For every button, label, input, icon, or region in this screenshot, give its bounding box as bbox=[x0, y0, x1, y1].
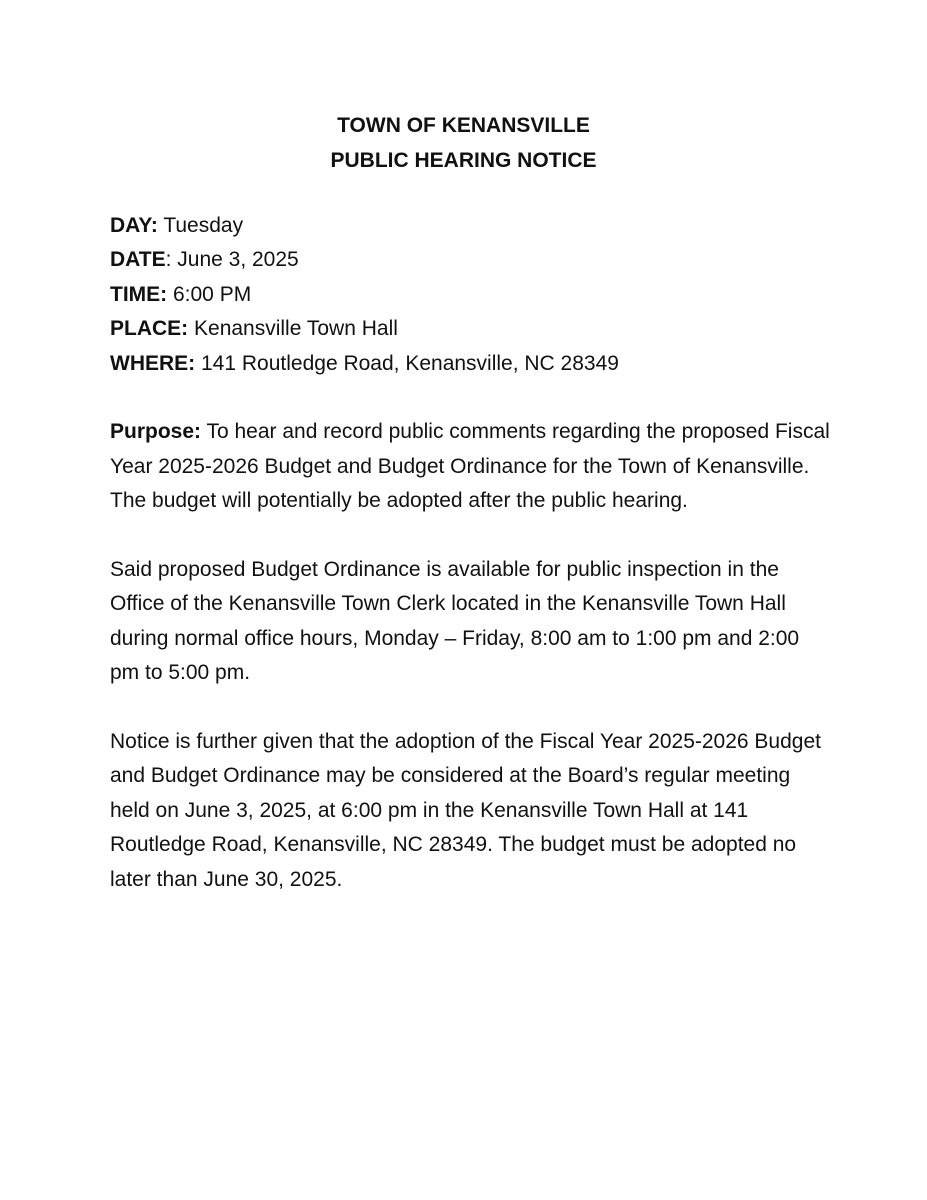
notice-body bbox=[110, 209, 830, 897]
detail-place bbox=[110, 312, 830, 346]
purpose-text: To hear and record public comments regarding the proposed Fiscal Year 2025-2026 Budget and Budget Ordinance for the Town of Kenansville. The budget will potentially be adopted after the public hearing. bbox=[110, 420, 830, 513]
notice-title bbox=[0, 109, 927, 178]
detail-date bbox=[110, 243, 830, 277]
detail-place-value: Kenansville Town Hall bbox=[188, 317, 398, 341]
detail-time-value: 6:00 PM bbox=[167, 282, 252, 306]
detail-where-label: WHERE: bbox=[110, 351, 196, 375]
purpose-label: Purpose: bbox=[110, 420, 202, 444]
detail-day-label: DAY: bbox=[110, 214, 158, 237]
detail-date-value: : June 3, 2025 bbox=[165, 248, 299, 272]
detail-day bbox=[110, 209, 830, 243]
adoption-notice-paragraph: Notice is further given that the adoption of the Fiscal Year 2025-2026 Budget and Budget Ordinance may be considered at the Board’s regular meeting held on June 3, 2025, at 6:00 pm in the Kenansville Town Hall at 141 Routledge Road, Kenansville, NC 28349. The budget must be adopted no later than June 30, 2025. bbox=[110, 730, 821, 891]
detail-where bbox=[110, 347, 830, 381]
detail-place-label: PLACE: bbox=[110, 317, 189, 341]
detail-day-value: Tuesday bbox=[157, 214, 244, 237]
inspection-paragraph: Said proposed Budget Ordinance is available for public inspection in the Office of the Kenansville Town Clerk located in the Kenansville Town Hall during normal office hours, Monday – Friday, 8:00 am to 1:00 pm and 2:00 pm to 5:00 pm. bbox=[110, 558, 800, 685]
notice-type-heading: PUBLIC HEARING NOTICE bbox=[330, 148, 597, 172]
town-name-heading: TOWN OF KENANSVILLE bbox=[337, 114, 590, 137]
detail-time-label: TIME: bbox=[110, 282, 168, 306]
detail-where-value: 141 Routledge Road, Kenansville, NC 28349 bbox=[195, 351, 619, 375]
detail-time bbox=[110, 278, 830, 312]
detail-date-label: DATE bbox=[110, 248, 166, 272]
purpose-paragraph bbox=[110, 415, 830, 518]
hearing-details bbox=[110, 209, 830, 381]
